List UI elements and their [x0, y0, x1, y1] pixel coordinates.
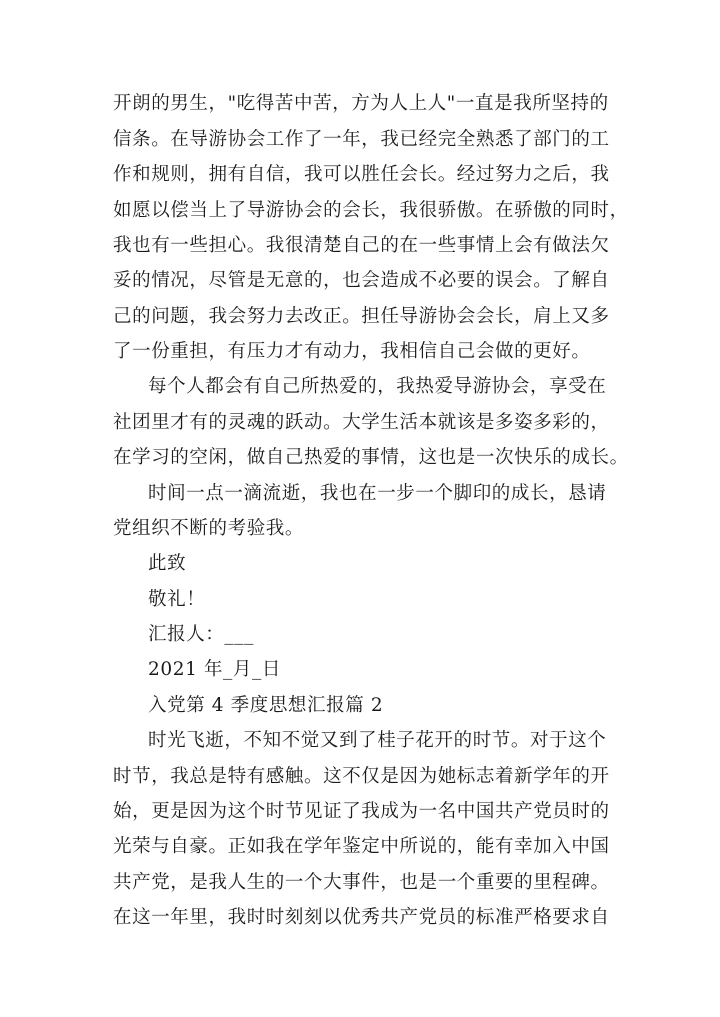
text-line: 始，更是因为这个时节见证了我成为一名中国共产党员时的	[113, 801, 610, 822]
reporter-field: 汇报人：___	[148, 624, 254, 645]
closing-respect: 敬礼！	[148, 589, 206, 610]
text-line: 在这一年里，我时时刻刻以优秀共产党员的标准严格要求自	[113, 907, 610, 928]
date-field: 2021 年_月_日	[148, 659, 281, 680]
section-title: 入党第 4 季度思想汇报篇 2	[148, 695, 384, 716]
text-line: 了一份重担，有压力才有动力，我相信自己会做的更好。	[113, 341, 591, 362]
paragraph-start-line: 每个人都会有自己所热爱的，我热爱导游协会，享受在	[148, 376, 607, 397]
text-line: 己的问题，我会努力去改正。担任导游协会会长，肩上又多	[113, 306, 610, 327]
text-line: 共产党，是我人生的一个大事件，也是一个重要的里程碑。	[113, 872, 610, 893]
text-line: 如愿以偿当上了导游协会的会长，我很骄傲。在骄傲的同时，	[113, 200, 629, 221]
text-line: 在学习的空闲，做自己热爱的事情，这也是一次快乐的成长。	[113, 447, 629, 468]
text-line: 党组织不断的考验我。	[113, 518, 305, 539]
text-line: 时节，我总是特有感触。这不仅是因为她标志着新学年的开	[113, 766, 610, 787]
text-line: 信条。在导游协会工作了一年，我已经完全熟悉了部门的工	[113, 129, 610, 150]
paragraph-start-line: 时光飞逝，不知不觉又到了桂子花开的时节。对于这个	[148, 730, 607, 751]
text-line: 开朗的男生，"吃得苦中苦，方为人上人"一直是我所坚持的	[113, 93, 609, 114]
text-line: 我也有一些担心。我很清楚自己的在一些事情上会有做法欠	[113, 235, 610, 256]
text-line: 光荣与自豪。正如我在学年鉴定中所说的，能有幸加入中国	[113, 836, 610, 857]
text-line: 妥的情况，尽管是无意的，也会造成不必要的误会。了解自	[113, 270, 610, 291]
text-line: 作和规则，拥有自信，我可以胜任会长。经过努力之后，我	[113, 164, 610, 185]
text-line: 社团里才有的灵魂的跃动。大学生活本就该是多姿多彩的，	[113, 412, 610, 433]
closing-salutation: 此致	[148, 553, 187, 574]
paragraph-start-line: 时间一点一滴流逝，我也在一步一个脚印的成长，恳请	[148, 483, 607, 504]
